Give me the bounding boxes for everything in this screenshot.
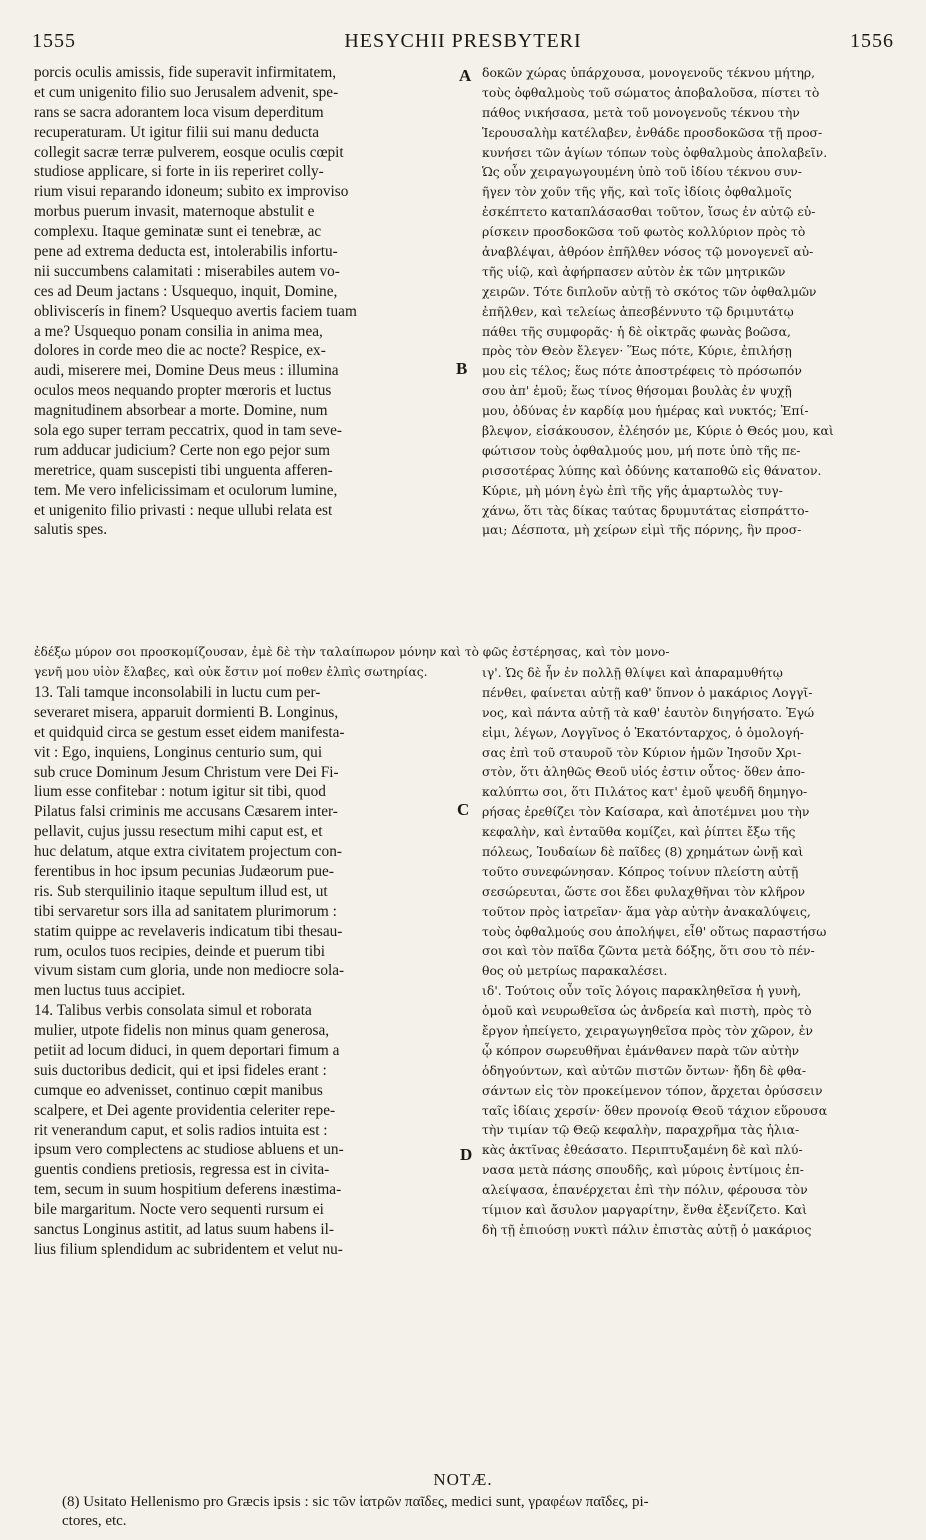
section-marker-a: A — [459, 66, 472, 85]
text-line: πρὸς τὸν Θεὸν ἔλεγεν· Ἕως πότε, Κύριε, ἐπιλήσῃ — [482, 343, 792, 359]
text-line: ῆγεν τὸν χοῦν τῆς γῆς, καὶ τοῖς ἰδίοις ὀφθαλμοῖς — [482, 184, 792, 200]
text-line: ὁδηγούντων, καὶ αὐτῶν πιστῶν ὄντων· ἤδη δὲ φθα- — [482, 1062, 807, 1078]
text-line: κεφαλὴν, καὶ ἐνταῦθα κομίζει, καὶ ῥίπτει ἔξω τῆς — [482, 824, 796, 840]
text-line: πάθει τῆς συμφορᾶς· ἡ δὲ οἰκτρᾶς φωνὰς βοῶσα, — [482, 323, 791, 339]
text-line: ἔργον ἠπείγετο, χειραγωγηθεῖσα πρὸς τὸν χῶρον, ἐν — [482, 1023, 813, 1039]
running-title: HESYCHII PRESBYTERI — [344, 30, 582, 52]
text-line: tibi servaretur sors illa ad sanitatem plurimorum : — [34, 902, 337, 920]
text-line: ctores, etc. — [62, 1513, 127, 1529]
text-line: nii succumbens calamitati : miserabiles autem vo- — [34, 262, 340, 280]
text-line: salutis spes. — [34, 521, 108, 539]
text-line: Pilatus falsi criminis me accusans Cæsarem inter- — [34, 803, 338, 821]
text-line: δοκῶν χώρας ὑπάρχουσα, μονογενοῦς τέκνου μήτηρ, — [482, 65, 816, 80]
text-line: τίμιον καὶ ἄσυλον μαργαρίτην, ἔνθα ἐξενίζετο. Καὶ — [482, 1202, 807, 1218]
text-line: σοι καὶ τὸν παῖδα ζῶντα μετὰ δόξης, ὅτι σου τὸ πέν- — [482, 943, 815, 959]
text-line: ἐδέξω μύρον σοι προσκομίζουσαν, ἐμὲ δὲ τὴν ταλαίπωρον μόνην καὶ τὸ φῶς ἐστέρησας, καὶ τὸν μονο- — [34, 645, 670, 659]
text-line: sanctus Longinus astitit, ad latus suum habens il- — [34, 1221, 334, 1239]
text-line: magnitudinem absorbear a morte. Domine, num — [34, 402, 328, 420]
text-line: pene ad extrema deducta est, intolerabilis infortu- — [34, 243, 338, 261]
text-line: lius filium splendidum ac subridentem et velut nu- — [34, 1240, 343, 1258]
text-line: rium visui reparando idoneum; subito ex improviso — [34, 183, 349, 201]
text-line: βλεψον, εἰσάκουσον, ἐλέησόν με, Κύριε ὁ Θεός μου, καὶ — [482, 423, 834, 439]
text-line: σάντων εἰς τὸν προκείμενον τόπον, ἄρχεται ὀρύσσειν — [482, 1082, 823, 1098]
text-line: σου ἀπ' ἐμοῦ; ἕως τίνος θήσομαι βουλὰς ἐν ψυχῇ — [482, 383, 792, 399]
text-line: suis ductoribus dedicit, qui et ipsi fideles erant : — [34, 1061, 327, 1079]
text-line: τοὺς ὀφθαλμοὺς τοῦ σώματος ἀποβαλοῦσα, πίστει τὸ — [482, 84, 820, 100]
text-line: lium esse confitebar : notum igitur sit tibi, quod — [34, 783, 326, 801]
text-line: θος οὐ μετρίως παρακαλέσει. — [482, 963, 668, 979]
text-line: τοῦτον πρὸς ἰατρεῖαν· ἅμα γὰρ αὐτὴν ἀνακαλύψεις, — [482, 903, 811, 919]
text-line: ρήσας ἐρεθίζει τὸν Καίσαρα, καὶ ἀποτέμνει μου τὴν — [482, 804, 810, 820]
text-line: γενῆ μου υἱὸν ἔλαβες, καὶ οὐκ ἔστιν μοί ποθεν ἐλπὶς σωτηρίας. — [34, 664, 428, 679]
text-line: ρισσοτέρας λύπης καὶ ὀδύνης καταποθῶ εἰς θάνατον. — [482, 462, 822, 478]
text-line: ipsum vero complectens ac studiose abluens et un- — [34, 1141, 344, 1159]
text-line: dolores in corde meo die ac nocte? Respice, ex- — [34, 342, 326, 360]
text-line: ιγ'. Ὡς δὲ ἦν ἐν πολλῇ θλίψει καὶ ἀπαραμυθήτῳ — [482, 665, 783, 680]
text-line: σας ἐπὶ τοῦ σταυροῦ τὸν Κύριον ἡμῶν Ἰησοῦν Χρι- — [482, 744, 802, 760]
section-marker-d: D — [460, 1145, 473, 1164]
text-line: rans se sacra adorantem loca visum deperditum — [34, 103, 324, 121]
text-line: pellavit, cujus jussu resectum mihi caput est, et — [34, 823, 323, 841]
text-line: ᾧ κόπρον σωρευθῆναι ἐμάνθανεν παρὰ τῶν αὐτὴν — [482, 1042, 800, 1058]
text-line: μου εἰς τέλος; ἕως πότε ἀποστρέφεις τὸ πρόσωπόν — [482, 363, 802, 379]
text-line: σεσώρευται, ὥστε σοι ἔδει φυλαχθῆναι τὸν κλῆρον — [482, 883, 806, 899]
text-line: severaret misera, apparuit dormienti B. Longinus, — [34, 703, 339, 721]
text-line: vivum sistam cum gloria, unde non mediocre sola- — [34, 962, 345, 980]
text-line: recuperaturam. Ut igitur filii sui manu deducta — [34, 123, 320, 141]
text-line: κὰς ἀκτῖνας ἐθεάσατο. Περιπτυξαμένη δὲ καὶ πλύ- — [482, 1142, 803, 1158]
text-line: 13. Tali tamque inconsolabili in luctu cum per- — [34, 684, 321, 701]
text-line: τοὺς ὀφθαλμούς σου ἀπολήψει, εἶθ' οὕτως παραστήσω — [482, 923, 827, 939]
text-line: vit : Ego, inquiens, Longinus centurio sum, qui — [34, 743, 323, 761]
text-line: obliviscerís in finem? Usquequo avertis faciem tuam — [34, 302, 357, 320]
text-line: petiit ad locum diduci, in quem deportari fimum a — [34, 1042, 340, 1060]
text-line: complexu. Itaque geminatæ sunt ei tenebræ, ac — [34, 223, 322, 241]
latin-column-top — [34, 63, 357, 540]
text-line: ταῖς ἰδίαις χερσίν· ὅθεν προνοίᾳ Θεοῦ τάχιον εὕρουσα — [482, 1102, 828, 1118]
page-number-left: 1555 — [32, 30, 76, 52]
text-line: scalpere, et Dei agente providentia celeriter repe- — [34, 1101, 336, 1119]
text-line: mulier, utpote fidelis non minus quam generosa, — [34, 1022, 330, 1040]
text-line: sola ego super terram peccatrix, quod in tam seve- — [34, 422, 342, 440]
text-line: χάνω, ὅτι τὰς δίκας ταύτας δρυμυτάτας εἰσπράττο- — [482, 502, 809, 518]
text-line: huc delatum, atque extra civitatem projectum con- — [34, 843, 342, 861]
text-line: καλύπτω σοι, ὅτι Πιλάτος κατ' ἐμοῦ ψευδῆ δημηγο- — [482, 784, 808, 800]
text-line: ἐσκέπτετο καταπλάσασθαι τοῦτον, ἴσως ἐν αὐτῷ εὑ- — [482, 204, 816, 220]
text-line: Ὡς οὖν χειραγωγουμένη ὑπὸ τοῦ ἰδίου τέκνου συν- — [482, 164, 802, 180]
text-line: κυνήσει τῶν ἁγίων τόπων τοὺς ὀφθαλμοὺς ἀπολαβεῖν. — [482, 144, 828, 160]
text-line: δὴ τῇ ἐπιούσῃ νυκτὶ πάλιν ἐπιστὰς αὐτῇ ὁ μακάριος — [482, 1221, 812, 1237]
text-line: 14. Talibus verbis consolata simul et roborata — [34, 1002, 312, 1020]
text-line: αλείψασα, ἐπανέρχεται ἐπὶ τὴν πόλιν, φέρουσα τὸν — [482, 1182, 808, 1198]
text-line: ἐπῆλθεν, καὶ τελείως ἀπεσβέννυτο τῷ δριμυτάτῳ — [482, 303, 794, 319]
section-marker-c: C — [457, 800, 470, 819]
text-line: στὸν, ὅτι ἀληθῶς Θεοῦ υἱός ἐστιν οὗτος· ὅθεν ἀπο- — [482, 764, 805, 780]
page-number-right: 1556 — [850, 30, 894, 52]
text-line: guentis condiens pretiosis, regressa est in civita- — [34, 1161, 330, 1179]
text-line: ρίσκειν προσδοκῶσα τοῦ φωτὸς κολλύριον πρὸς τὸ — [482, 224, 806, 240]
text-line: a me? Usquequo ponam consilia in anima mea, — [34, 322, 323, 340]
text-line: porcis oculis amissis, fide superavit infirmitatem, — [34, 64, 337, 81]
text-line: statim quippe ac revelaveris indicatum tibi thesau- — [34, 922, 343, 940]
text-line: Ἱερουσαλὴμ κατέλαβεν, ἐνθάδε προσδοκῶσα τῇ προσ- — [482, 124, 823, 140]
text-line: χειρῶν. Τότε διπλοῦν αὐτῇ τὸ σκότος τῶν ὀφθαλμῶν — [482, 283, 817, 299]
text-line: et cum unigenito filio suo Jerusalem advenit, spe- — [34, 83, 339, 101]
text-line: studiose applicare, si forte in iis reperiret colly- — [34, 163, 324, 181]
text-line: men luctus tuus accipiet. — [34, 982, 186, 1000]
text-line: oculos meos nequando propter mœroris et luctus — [34, 382, 332, 400]
text-line: τῆς υἱῷ, καὶ ἀφήρπασεν αὐτὸν ἐκ τῶν μητρικῶν — [482, 263, 786, 279]
text-line: ὁμοῦ καὶ νευρωθεῖσα ὡς ἀνδρεία καὶ πιστὴ, πρὸς τὸ — [482, 1003, 812, 1019]
text-line: tem. Me vero infelicissimam et oculorum lumine, — [34, 481, 338, 499]
text-line: rum, oculos tuos recipies, deinde et puerum tibi — [34, 942, 325, 960]
text-line: cumque eo advenisset, continuo cœpit manibus — [34, 1081, 323, 1099]
page-header — [32, 30, 894, 58]
text-line: bile margaritum. Nocte vero sequenti rursum ei — [34, 1201, 324, 1219]
text-line: meretrice, quam suscepisti tibi unguenta afferen- — [34, 461, 333, 479]
text-line: ces ad Deum jactans : Usquequo, inquit, Domine, — [34, 282, 338, 300]
notes-title: NOTÆ. — [433, 1470, 493, 1489]
text-line: τοῦτο συνεφώνησαν. Κόπρος τοίνυν πλείστη αὐτῇ — [482, 863, 799, 879]
text-line: rum adducar judicium? Certe non ego pejor sum — [34, 441, 331, 459]
text-line: morbus puerum invasit, maternoque abstulit e — [34, 203, 315, 221]
latin-column-bottom — [34, 683, 345, 1260]
notes-text — [62, 1493, 649, 1531]
text-line: εἰμι, λέγων, Λογγῖνος ὁ Ἑκατόνταρχος, ὁ ὁμολογή- — [482, 724, 804, 740]
text-line: μου, ὀδύνας ἐν καρδίᾳ μου ἡμέρας καὶ νυκτός; Ἐπί- — [482, 403, 809, 419]
text-line: sub cruce Dominum Jesum Christum vere Dei Fi- — [34, 763, 339, 781]
text-line: et unigenito filio privasti : neque ullubi relata est — [34, 501, 333, 519]
text-line: tem, secum in suum hospitium deferens inæstima- — [34, 1181, 342, 1199]
greek-column-bottom — [482, 663, 827, 1240]
text-line: πόλεως, Ἰουδαίων δὲ παῖδες (8) χρημάτων ὠνῇ καὶ — [482, 844, 804, 860]
text-line: ιδ'. Τούτοις οὖν τοῖς λόγοις παρακληθεῖσα ἡ γυνὴ, — [482, 983, 802, 999]
text-line: πάθος νικήσασα, μετὰ τοῦ μονογενοῦς τέκνου τὴν — [482, 104, 800, 120]
text-line: rit venerandum caput, et solis radios intuita est : — [34, 1121, 328, 1139]
text-line: ferentibus in hoc ipsum pecunias Judæorum pue- — [34, 863, 334, 881]
text-line: ris. Sub sterquilinio itaque sepultum illud est, ut — [34, 882, 328, 900]
section-marker-b: B — [456, 359, 468, 378]
greek-column-top — [482, 63, 834, 540]
text-line: et quidquid circa se gestum esset eidem manifesta- — [34, 723, 345, 741]
text-line: Κύριε, μὴ μόνη ἐγὼ ἐπὶ τῆς γῆς ἁμαρτωλὸς τυγ- — [482, 482, 783, 498]
text-line: πένθει, φαίνεται αὐτῇ καθ' ὕπνον ὁ μακάριος Λογγῖ- — [482, 684, 813, 700]
text-line: (8) Usitato Hellenismo pro Græcis ipsis : sic τῶν ἰατρῶν παῖδες, medici sunt, γραφέων παῖδες, pi- — [62, 1494, 649, 1510]
text-line: audi, miserere mei, Domine Deus meus : illumina — [34, 362, 339, 380]
text-line: τὴν τιμίαν τῷ Θεῷ κεφαλὴν, παραχρῆμα τὰς ἡλια- — [482, 1122, 800, 1138]
text-line: φώτισον τοὺς ὀφθαλμούς μου, μή ποτε ὑπὸ τῆς πε- — [482, 442, 801, 458]
text-line: νασα μετὰ πάσης σπουδῆς, καὶ μύροις ἐντίμοις ἐπ- — [482, 1162, 804, 1178]
text-line: νος, καὶ πάντα αὐτῇ τὰ καθ' ἑαυτὸν διηγήσατο. Ἐγώ — [482, 704, 815, 720]
text-line: μαι; Δέσποτα, μὴ χείρων εἰμὶ τῆς πόρνης, ἣν προσ- — [482, 522, 802, 538]
text-line: collegit sacræ terræ pulverem, eosque oculis cœpit — [34, 143, 344, 161]
text-line: ἀναβλέψαι, ἀθρόον ἐπῆλθεν νόσος τῷ μονογενεῖ αὐ- — [482, 244, 814, 260]
